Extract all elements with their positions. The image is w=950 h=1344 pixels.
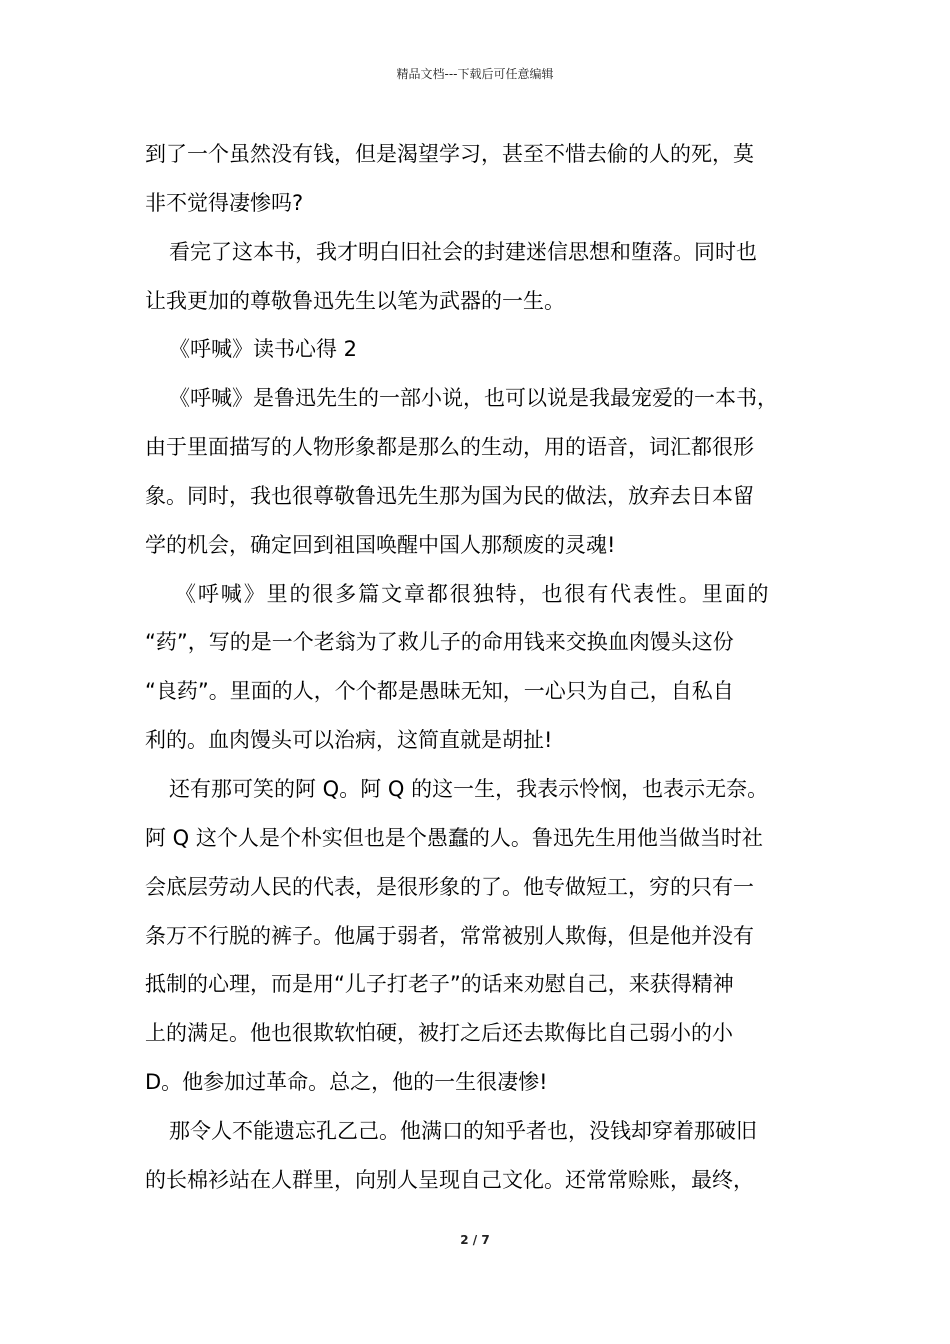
text-line: 阿 Q 这个人是个朴实但也是个愚蠢的人。鲁迅先生用他当做当时社: [145, 825, 763, 850]
text-line: 利的。血肉馒头可以治病，这简直就是胡扯!: [145, 728, 553, 753]
text-line: 的长棉衫站在人群里，向别人呈现自己文化。还常常赊账，最终，: [145, 1167, 754, 1192]
document-body: [145, 130, 813, 1205]
text-line: 看完了这本书，我才明白旧社会的封建迷信思想和堕落。同时也: [169, 239, 757, 264]
text-line: 上的满足。他也很欺软怕硬，被打之后还去欺侮比自己弱小的小: [145, 1021, 733, 1046]
text-line: 《呼喊》里的很多篇文章都很独特，也很有代表性。里面的: [175, 581, 771, 606]
text-line: D。他参加过革命。总之，他的一生很凄惨!: [145, 1070, 548, 1095]
text-line: 还有那可笑的阿 Q。阿 Q 的这一生，我表示怜悯，也表示无奈。: [169, 776, 769, 801]
text-line: “良药”。里面的人，个个都是愚昧无知，一心只为自己，自私自: [145, 679, 734, 704]
text-line: 由于里面描写的人物形象都是那么的生动，用的语音，词汇都很形: [145, 435, 754, 460]
text-line: 学的机会，确定回到祖国唤醒中国人那颓废的灵魂!: [145, 532, 616, 557]
page-header: 精品文档---下载后可任意编辑: [396, 67, 554, 81]
text-line: 那令人不能遗忘孔乙己。他满口的知乎者也，没钱却穿着那破旧: [169, 1118, 757, 1143]
text-line: 象。同时，我也很尊敬鲁迅先生那为国为民的做法，放弃去日本留: [145, 483, 754, 508]
text-line: 条万不行脱的裤子。他属于弱者，常常被别人欺侮，但是他并没有: [145, 923, 754, 948]
text-line: 抵制的心理，而是用“儿子打老子”的话来劝慰自己，来获得精神: [145, 972, 734, 997]
text-line: 会底层劳动人民的代表，是很形象的了。他专做短工，穷的只有一: [145, 874, 754, 899]
page-number: 2 / 7: [460, 1233, 490, 1247]
text-line: 非不觉得凄惨吗?: [145, 190, 304, 215]
section-heading: 《呼喊》读书心得 2: [169, 337, 358, 362]
text-line: 到了一个虽然没有钱，但是渴望学习，甚至不惜去偷的人的死，莫: [145, 142, 754, 166]
text-line: 《呼喊》是鲁迅先生的一部小说，也可以说是我最宠爱的一本书，: [169, 386, 778, 411]
text-line: “药”，写的是一个老翁为了救儿子的命用钱来交换血肉馒头这份: [145, 630, 734, 655]
text-line: 让我更加的尊敬鲁迅先生以笔为武器的一生。: [145, 288, 565, 313]
